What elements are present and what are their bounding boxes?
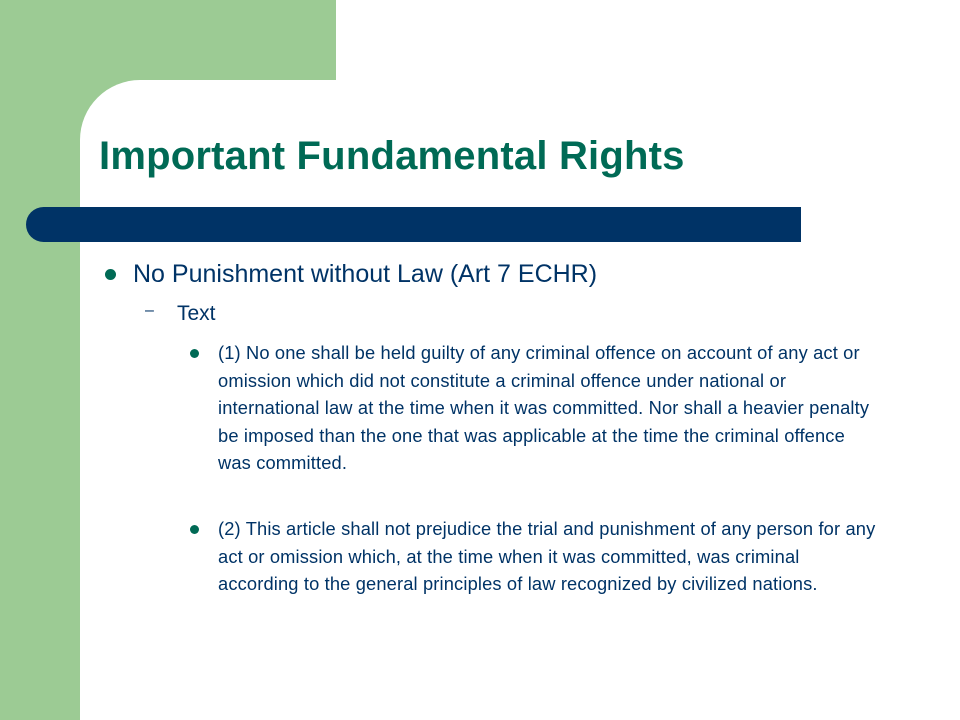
- sub-bullet-text: Text: [177, 302, 216, 325]
- bullet-icon: [190, 349, 199, 358]
- bullet-icon: [105, 269, 116, 280]
- slide-title: Important Fundamental Rights: [99, 134, 685, 178]
- bullet-text-main: No Punishment without Law (Art 7 ECHR): [133, 260, 598, 288]
- paragraph-text-1: (1) No one shall be held guilty of any criminal offence on account of any act or omission which did not constitute a criminal offence under national or international law at the time when it was committed. Nor shall a heavier penalty be imposed than the one that was applicable at the time the criminal offence was committed.: [218, 342, 870, 473]
- dash-icon: –: [145, 302, 154, 319]
- paragraph-text-2: (2) This article shall not prejudice the trial and punishment of any person for any act or omission which, at the time when it was committed, was criminal according to the general principles of law recognized by civilized nations.: [218, 518, 876, 594]
- bullet-icon: [190, 525, 199, 534]
- title-underline-bar: [26, 207, 801, 242]
